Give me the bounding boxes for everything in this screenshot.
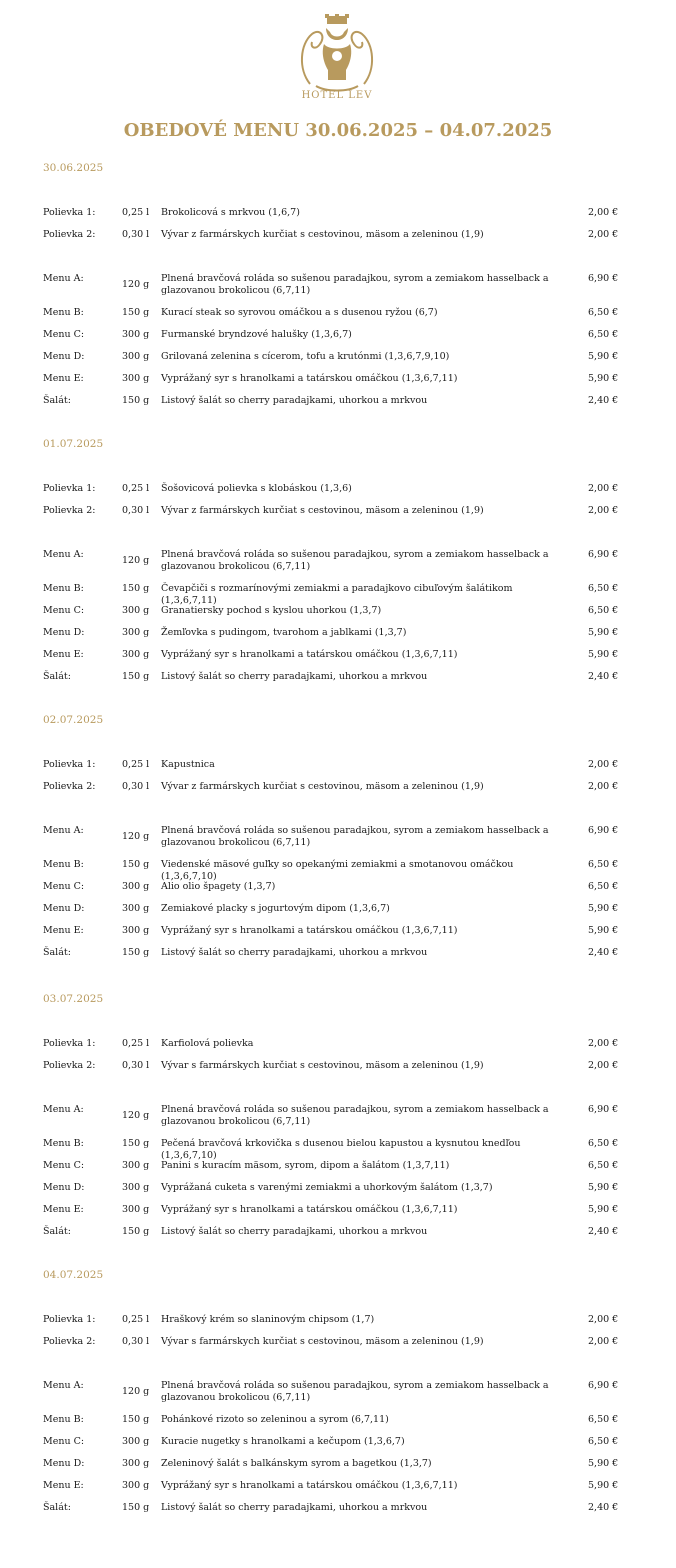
menu-label: Polievka 1: [43, 483, 96, 494]
day-heading: 02.07.2025 [43, 714, 104, 726]
menu-quantity: 0,30 l [122, 1336, 150, 1347]
menu-price: 6,50 € [588, 1160, 619, 1171]
menu-price: 2,00 € [588, 781, 619, 792]
menu-price: 5,90 € [588, 373, 619, 384]
menu-label: Menu E: [43, 1204, 84, 1215]
day-heading: 04.07.2025 [43, 1269, 104, 1281]
menu-quantity: 120 g [122, 831, 150, 842]
menu-label: Menu B: [43, 859, 84, 870]
menu-quantity: 150 g [122, 307, 150, 318]
menu-label: Polievka 2: [43, 229, 96, 240]
menu-label: Šalát: [43, 671, 71, 682]
menu-label: Menu A: [43, 1380, 84, 1391]
menu-description: Vyprážaný syr s hranolkami a tatárskou omáčkou (1,3,6,7,11) [161, 373, 458, 384]
menu-quantity: 0,30 l [122, 781, 150, 792]
menu-description: Vývar z farmárskych kurčiat s cestovinou, mäsom a zeleninou (1,9) [161, 229, 484, 240]
menu-price: 2,00 € [588, 229, 619, 240]
menu-label: Menu A: [43, 273, 84, 284]
menu-quantity: 300 g [122, 1480, 150, 1491]
menu-price: 6,50 € [588, 881, 619, 892]
menu-label: Polievka 2: [43, 505, 96, 516]
menu-label: Menu C: [43, 329, 85, 340]
menu-description: Vývar s farmárskych kurčiat s cestovinou, mäsom a zeleninou (1,9) [161, 1336, 484, 1347]
menu-price: 2,40 € [588, 1226, 619, 1237]
menu-description: Pohánkové rizoto so zeleninou a syrom (6,7,11) [161, 1414, 389, 1425]
menu-quantity: 300 g [122, 627, 150, 638]
menu-price: 6,50 € [588, 605, 619, 616]
menu-quantity: 300 g [122, 903, 150, 914]
menu-description: Listový šalát so cherry paradajkami, uhorkou a mrkvou [161, 1226, 428, 1237]
menu-quantity: 120 g [122, 555, 150, 566]
menu-price: 5,90 € [588, 1182, 619, 1193]
menu-label: Menu E: [43, 649, 84, 660]
menu-description: Zemiakové placky s jogurtovým dipom (1,3,6,7) [161, 903, 390, 914]
menu-label: Menu E: [43, 373, 84, 384]
menu-quantity: 150 g [122, 583, 150, 594]
menu-label: Šalát: [43, 1502, 71, 1513]
menu-quantity: 300 g [122, 649, 150, 660]
menu-description: Plnená bravčová roláda so sušenou paradajkou, syrom a zemiakom hasselback a glazovanou brokolicou (6,7,11) [161, 1380, 549, 1403]
menu-price: 2,40 € [588, 395, 619, 406]
menu-quantity: 120 g [122, 279, 150, 290]
menu-description: Listový šalát so cherry paradajkami, uhorkou a mrkvou [161, 395, 428, 406]
menu-quantity: 150 g [122, 947, 150, 958]
menu-description: Plnená bravčová roláda so sušenou paradajkou, syrom a zemiakom hasselback a glazovanou brokolicou (6,7,11) [161, 273, 549, 296]
menu-quantity: 300 g [122, 351, 150, 362]
menu-label: Menu B: [43, 307, 84, 318]
menu-quantity: 150 g [122, 859, 150, 870]
menu-quantity: 120 g [122, 1110, 150, 1121]
menu-price: 6,90 € [588, 1104, 619, 1115]
menu-quantity: 300 g [122, 1436, 150, 1447]
menu-label: Polievka 1: [43, 1314, 96, 1325]
menu-price: 2,40 € [588, 1502, 619, 1513]
menu-label: Šalát: [43, 947, 71, 958]
menu-description: Alio olio špagety (1,3,7) [161, 881, 276, 892]
menu-quantity: 300 g [122, 881, 150, 892]
day-heading: 01.07.2025 [43, 438, 104, 450]
menu-description: Listový šalát so cherry paradajkami, uhorkou a mrkvou [161, 947, 428, 958]
menu-description: Kapustnica [161, 759, 215, 770]
menu-description: Kurací steak so syrovou omáčkou a s dusenou ryžou (6,7) [161, 307, 438, 318]
menu-quantity: 150 g [122, 1414, 150, 1425]
menu-description: Vyprážaný syr s hranolkami a tatárskou omáčkou (1,3,6,7,11) [161, 649, 458, 660]
menu-price: 5,90 € [588, 627, 619, 638]
menu-description: Viedenské mäsové guľky so opekanými zemiakmi a smotanovou omáčkou (1,3,6,7,10) [161, 859, 514, 882]
menu-quantity: 300 g [122, 1204, 150, 1215]
menu-price: 2,40 € [588, 671, 619, 682]
menu-quantity: 300 g [122, 329, 150, 340]
menu-description: Vývar z farmárskych kurčiat s cestovinou, mäsom a zeleninou (1,9) [161, 781, 484, 792]
menu-price: 6,50 € [588, 1138, 619, 1149]
menu-quantity: 120 g [122, 1386, 150, 1397]
menu-label: Menu D: [43, 351, 85, 362]
menu-label: Polievka 1: [43, 759, 96, 770]
menu-label: Menu C: [43, 881, 85, 892]
menu-description: Plnená bravčová roláda so sušenou paradajkou, syrom a zemiakom hasselback a glazovanou brokolicou (6,7,11) [161, 549, 549, 572]
lion-crest-icon [296, 14, 378, 94]
menu-price: 6,50 € [588, 329, 619, 340]
menu-price: 6,90 € [588, 549, 619, 560]
menu-price: 2,00 € [588, 207, 619, 218]
menu-label: Menu D: [43, 627, 85, 638]
menu-quantity: 150 g [122, 1226, 150, 1237]
menu-description: Kuracie nugetky s hranolkami a kečupom (1,3,6,7) [161, 1436, 405, 1447]
menu-label: Menu C: [43, 1436, 85, 1447]
menu-price: 2,00 € [588, 1314, 619, 1325]
menu-description: Granatiersky pochod s kyslou uhorkou (1,3,7) [161, 605, 382, 616]
menu-description: Plnená bravčová roláda so sušenou paradajkou, syrom a zemiakom hasselback a glazovanou brokolicou (6,7,11) [161, 1104, 549, 1127]
menu-description: Pečená bravčová krkovička s dusenou bielou kapustou a kysnutou knedľou (1,3,6,7,10) [161, 1138, 521, 1161]
menu-quantity: 0,30 l [122, 229, 150, 240]
menu-quantity: 0,25 l [122, 1038, 150, 1049]
menu-description: Karfiolová polievka [161, 1038, 254, 1049]
menu-quantity: 0,25 l [122, 1314, 150, 1325]
menu-label: Polievka 1: [43, 1038, 96, 1049]
menu-price: 6,90 € [588, 825, 619, 836]
menu-price: 5,90 € [588, 903, 619, 914]
menu-price: 5,90 € [588, 925, 619, 936]
menu-label: Menu D: [43, 1458, 85, 1469]
menu-price: 6,50 € [588, 859, 619, 870]
menu-description: Listový šalát so cherry paradajkami, uhorkou a mrkvou [161, 671, 428, 682]
menu-quantity: 300 g [122, 1160, 150, 1171]
menu-description: Vývar s farmárskych kurčiat s cestovinou, mäsom a zeleninou (1,9) [161, 1060, 484, 1071]
menu-label: Polievka 2: [43, 1060, 96, 1071]
menu-label: Menu E: [43, 1480, 84, 1491]
menu-description: Žemľovka s pudingom, tvarohom a jablkami (1,3,7) [161, 627, 407, 638]
menu-quantity: 0,30 l [122, 1060, 150, 1071]
menu-description: Vyprážaný syr s hranolkami a tatárskou omáčkou (1,3,6,7,11) [161, 1480, 458, 1491]
menu-description: Plnená bravčová roláda so sušenou paradajkou, syrom a zemiakom hasselback a glazovanou brokolicou (6,7,11) [161, 825, 549, 848]
menu-quantity: 300 g [122, 1458, 150, 1469]
menu-quantity: 150 g [122, 671, 150, 682]
logo-text: HOTEL LEV [301, 90, 373, 101]
menu-quantity: 300 g [122, 1182, 150, 1193]
menu-price: 2,00 € [588, 1038, 619, 1049]
menu-label: Polievka 2: [43, 1336, 96, 1347]
menu-quantity: 0,25 l [122, 483, 150, 494]
menu-label: Šalát: [43, 1226, 71, 1237]
menu-description: Zeleninový šalát s balkánskym syrom a bagetkou (1,3,7) [161, 1458, 432, 1469]
menu-label: Menu C: [43, 1160, 85, 1171]
menu-quantity: 0,25 l [122, 207, 150, 218]
menu-description: Vyprážaná cuketa s varenými zemiakmi a uhorkovým šalátom (1,3,7) [161, 1182, 493, 1193]
menu-description: Vývar z farmárskych kurčiat s cestovinou, mäsom a zeleninou (1,9) [161, 505, 484, 516]
menu-price: 6,90 € [588, 1380, 619, 1391]
menu-description: Grilovaná zelenina s cícerom, tofu a krutónmi (1,3,6,7,9,10) [161, 351, 450, 362]
menu-price: 6,50 € [588, 1414, 619, 1425]
menu-quantity: 0,30 l [122, 505, 150, 516]
menu-price: 2,00 € [588, 1060, 619, 1071]
menu-price: 5,90 € [588, 351, 619, 362]
menu-quantity: 0,25 l [122, 759, 150, 770]
menu-price: 6,90 € [588, 273, 619, 284]
menu-price: 2,00 € [588, 1336, 619, 1347]
menu-label: Polievka 2: [43, 781, 96, 792]
menu-quantity: 150 g [122, 1502, 150, 1513]
menu-price: 5,90 € [588, 1204, 619, 1215]
menu-quantity: 300 g [122, 605, 150, 616]
menu-description: Vyprážaný syr s hranolkami a tatárskou omáčkou (1,3,6,7,11) [161, 925, 458, 936]
menu-description: Listový šalát so cherry paradajkami, uhorkou a mrkvou [161, 1502, 428, 1513]
menu-label: Menu C: [43, 605, 85, 616]
menu-quantity: 150 g [122, 395, 150, 406]
menu-price: 2,00 € [588, 505, 619, 516]
menu-quantity: 300 g [122, 925, 150, 936]
menu-description: Furmanské bryndzové halušky (1,3,6,7) [161, 329, 352, 340]
menu-description: Hraškový krém so slaninovým chipsom (1,7) [161, 1314, 375, 1325]
menu-description: Čevapčiči s rozmarínovými zemiakmi a paradajkovo cibuľovým šalátikom (1,3,6,7,11) [161, 583, 513, 606]
menu-price: 5,90 € [588, 1480, 619, 1491]
menu-label: Menu A: [43, 1104, 84, 1115]
menu-price: 5,90 € [588, 1458, 619, 1469]
menu-label: Menu D: [43, 1182, 85, 1193]
menu-description: Brokolicová s mrkvou (1,6,7) [161, 207, 300, 218]
menu-price: 5,90 € [588, 649, 619, 660]
menu-label: Menu D: [43, 903, 85, 914]
menu-label: Menu A: [43, 825, 84, 836]
day-heading: 30.06.2025 [43, 162, 104, 174]
menu-quantity: 150 g [122, 1138, 150, 1149]
menu-label: Polievka 1: [43, 207, 96, 218]
menu-label: Menu B: [43, 583, 84, 594]
menu-price: 6,50 € [588, 583, 619, 594]
menu-label: Menu B: [43, 1138, 84, 1149]
menu-label: Menu E: [43, 925, 84, 936]
menu-description: Panini s kuracím mäsom, syrom, dipom a šalátom (1,3,7,11) [161, 1160, 450, 1171]
menu-description: Vyprážaný syr s hranolkami a tatárskou omáčkou (1,3,6,7,11) [161, 1204, 458, 1215]
menu-price: 6,50 € [588, 307, 619, 318]
menu-label: Šalát: [43, 395, 71, 406]
menu-price: 6,50 € [588, 1436, 619, 1447]
day-heading: 03.07.2025 [43, 993, 104, 1005]
menu-quantity: 300 g [122, 373, 150, 384]
menu-label: Menu B: [43, 1414, 84, 1425]
menu-label: Menu A: [43, 549, 84, 560]
page-title: OBEDOVÉ MENU 30.06.2025 – 04.07.2025 [123, 120, 553, 141]
menu-description: Šošovicová polievka s klobáskou (1,3,6) [161, 483, 352, 494]
menu-price: 2,40 € [588, 947, 619, 958]
menu-price: 2,00 € [588, 759, 619, 770]
menu-price: 2,00 € [588, 483, 619, 494]
